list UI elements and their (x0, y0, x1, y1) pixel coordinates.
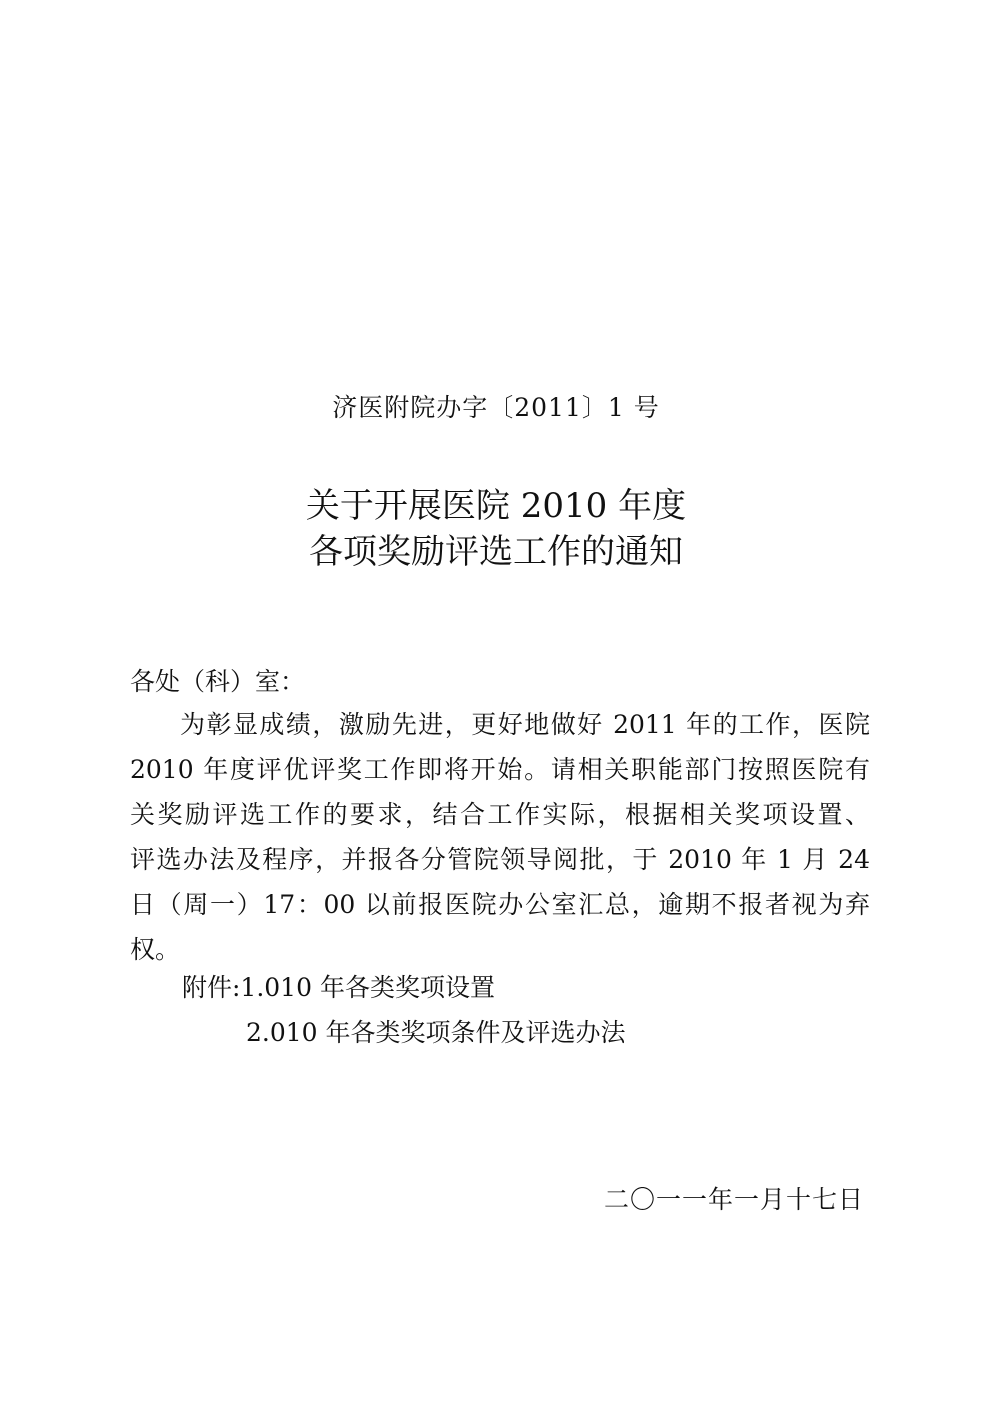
title-line-1: 关于开展医院 2010 年度 (305, 486, 687, 526)
document-number: 济医附院办字〔2011〕1 号 (332, 393, 660, 422)
document-title (0, 483, 992, 575)
body-line: 权。 (130, 935, 181, 964)
body-paragraph (130, 702, 870, 972)
body-line: 关奖励评选工作的要求，结合工作实际，根据相关奖项设置、 (130, 800, 870, 829)
body-line: 为彰显成绩，激励先进，更好地做好 2011 年的工作，医院 (180, 710, 870, 739)
body-line: 日（周一）17：00 以前报医院办公室汇总，逾期不报者视为弃 (130, 890, 870, 919)
body-line: 2010 年度评优评奖工作即将开始。请相关职能部门按照医院有 (130, 755, 870, 784)
attachments-list (182, 965, 626, 1055)
title-line-2: 各项奖励评选工作的通知 (309, 532, 683, 572)
attachment-item: 2.010 年各类奖项条件及评选办法 (246, 1018, 626, 1047)
issue-date: 二〇一一年一月十七日 (603, 1185, 864, 1214)
salutation: 各处（科）室： (130, 667, 306, 696)
body-line: 评选办法及程序，并报各分管院领导阅批，于 2010 年 1 月 24 (130, 845, 870, 874)
attachment-item: 附件:1.010 年各类奖项设置 (182, 973, 495, 1002)
